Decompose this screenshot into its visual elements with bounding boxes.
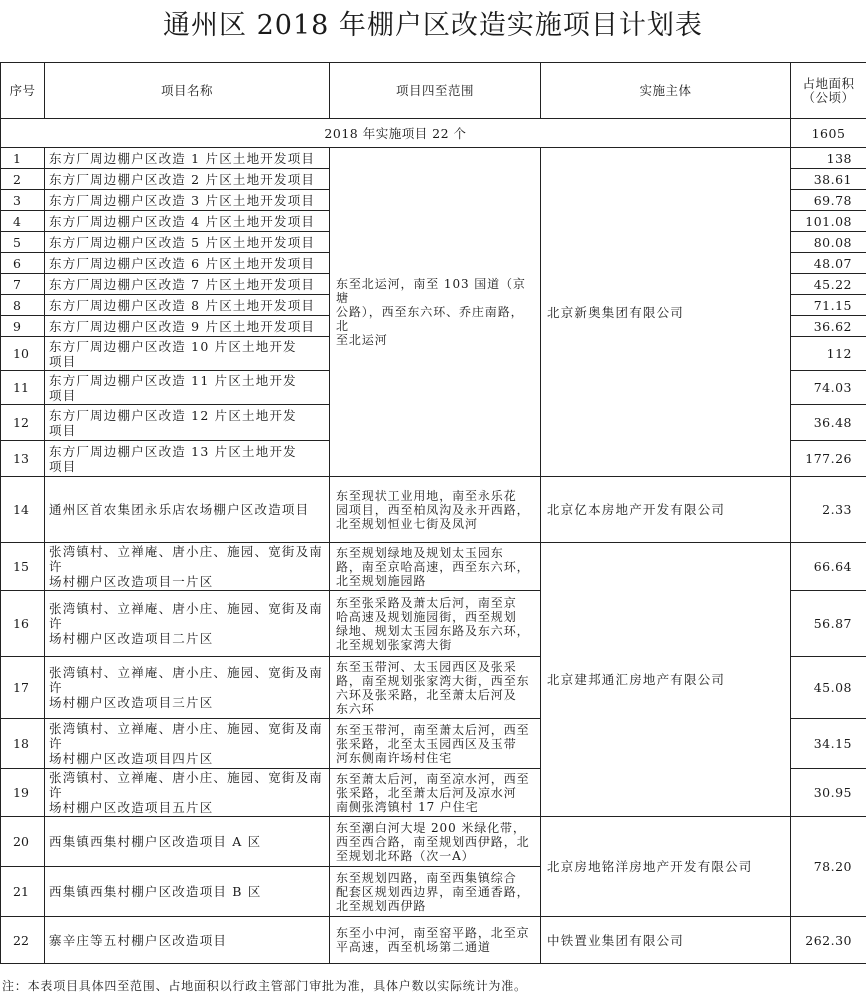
row-number — [0, 816, 45, 867]
row-area-text: 71.15 — [813, 297, 852, 313]
row-project-name — [44, 370, 330, 405]
row-number — [0, 916, 45, 964]
row-area — [790, 315, 866, 337]
row-project-name — [44, 440, 330, 477]
row-project-name-text: 东方厂周边棚户区改造 2 片区土地开发项目 — [49, 171, 316, 187]
row-number — [0, 542, 45, 591]
header-no-text: 序号 — [9, 82, 36, 98]
entity-cell-text: 中铁置业集团有限公司 — [547, 932, 685, 948]
header-no — [0, 62, 45, 119]
row-area — [790, 404, 866, 441]
row-project-name — [44, 404, 330, 441]
row-area — [790, 718, 866, 769]
header-name — [44, 62, 330, 119]
row-area-text: 36.48 — [813, 415, 852, 430]
entity-cell-text: 北京新奥集团有限公司 — [547, 304, 685, 320]
row-project-name-text: 张湾镇村、立禅庵、唐小庄、施园、宽街及南许 场村棚户区改造项目五片区 — [49, 770, 324, 815]
row-project-name — [44, 315, 330, 337]
row-project-name — [44, 252, 330, 274]
row-project-name-text: 东方厂周边棚户区改造 7 片区土地开发项目 — [49, 276, 316, 292]
row-number — [0, 370, 45, 405]
row-project-name — [44, 168, 330, 190]
scope-cell-text: 东至玉带河，南至萧太后河，西至 张采路，北至太玉园西区及玉带 河东侧南许场村住宅 — [336, 722, 530, 765]
row-number — [0, 294, 45, 316]
row-project-name — [44, 542, 330, 591]
row-area — [790, 210, 866, 232]
summary-area-text: 1605 — [811, 125, 846, 141]
row-area-text: 45.08 — [813, 680, 852, 695]
row-area — [790, 252, 866, 274]
row-project-name-text: 东方厂周边棚户区改造 10 片区土地开发 项目 — [49, 338, 297, 369]
scope-cell — [329, 542, 541, 591]
scope-cell-text: 东至规划绿地及规划太玉园东 路，南至京哈高速，西至东六环， 北至规划施园路 — [336, 545, 530, 588]
header-area-text: 占地面积 （公顷） — [802, 75, 855, 105]
scope-cell — [329, 768, 541, 817]
row-number-text: 20 — [13, 834, 29, 849]
row-area-text: 74.03 — [813, 380, 852, 395]
row-area — [790, 916, 866, 964]
row-project-name — [44, 336, 330, 371]
row-area-text: 262.30 — [805, 932, 852, 948]
header-area — [790, 62, 866, 119]
row-project-name — [44, 147, 330, 169]
row-area — [790, 231, 866, 253]
row-number — [0, 252, 45, 274]
row-number-text: 6 — [13, 255, 21, 271]
row-number-text: 4 — [13, 213, 21, 229]
row-project-name — [44, 476, 330, 543]
row-number-text: 3 — [13, 192, 21, 208]
row-area — [790, 542, 866, 591]
row-area-text: 101.08 — [805, 213, 852, 229]
row-project-name — [44, 294, 330, 316]
row-area-text: 36.62 — [813, 318, 852, 334]
row-project-name-text: 西集镇西集村棚户区改造项目 B 区 — [49, 884, 262, 899]
row-area-text: 45.22 — [813, 276, 852, 292]
row-number-text: 8 — [13, 297, 21, 313]
row-area-text: 38.61 — [813, 171, 852, 187]
row-number — [0, 718, 45, 769]
row-number-text: 16 — [13, 616, 29, 631]
row-area-text: 112 — [826, 346, 852, 361]
scope-cell — [329, 816, 541, 867]
header-entity-text: 实施主体 — [639, 82, 692, 98]
scope-cell — [329, 916, 541, 964]
row-number-text: 13 — [13, 451, 29, 466]
row-number-text: 21 — [13, 884, 29, 899]
row-number — [0, 210, 45, 232]
row-number — [0, 168, 45, 190]
row-project-name-text: 东方厂周边棚户区改造 6 片区土地开发项目 — [49, 255, 316, 271]
entity-cell — [540, 542, 791, 817]
row-area — [790, 656, 866, 719]
row-project-name-text: 张湾镇村、立禅庵、唐小庄、施园、宽街及南许 场村棚户区改造项目二片区 — [49, 601, 324, 646]
header-scope — [329, 62, 541, 119]
row-area — [790, 336, 866, 371]
row-area — [790, 476, 866, 543]
row-area-text: 48.07 — [813, 255, 852, 271]
row-project-name — [44, 866, 330, 917]
row-number-text: 7 — [13, 276, 21, 292]
scope-cell-text: 东至小中河，南至窑平路，北至京 平高速，西至机场第二通道 — [336, 926, 530, 954]
entity-cell — [540, 147, 791, 477]
header-name-text: 项目名称 — [160, 82, 213, 98]
row-number — [0, 189, 45, 211]
row-project-name-text: 通州区首农集团永乐店农场棚户区改造项目 — [49, 502, 310, 517]
row-project-name-text: 东方厂周边棚户区改造 8 片区土地开发项目 — [49, 297, 316, 313]
row-number — [0, 404, 45, 441]
entity-cell — [540, 476, 791, 543]
row-number — [0, 476, 45, 543]
row-number — [0, 656, 45, 719]
row-number — [0, 590, 45, 657]
row-area-merged-text: 78.20 — [813, 859, 852, 874]
row-number — [0, 231, 45, 253]
entity-cell-text: 北京建邦通汇房地产有限公司 — [547, 672, 726, 687]
row-number-text: 11 — [13, 380, 29, 395]
row-number — [0, 768, 45, 817]
row-project-name-text: 东方厂周边棚户区改造 3 片区土地开发项目 — [49, 192, 316, 208]
header-entity — [540, 62, 791, 119]
row-project-name-text: 西集镇西集村棚户区改造项目 A 区 — [49, 834, 262, 849]
scope-cell-text: 东至张采路及萧太后河，南至京 哈高速及规划施园街，西至规划 绿地、规划太玉园东路及东六环， 北至规划张家湾大街 — [336, 595, 530, 652]
row-number — [0, 315, 45, 337]
row-project-name — [44, 916, 330, 964]
row-project-name-text: 张湾镇村、立禅庵、唐小庄、施园、宽街及南许 场村棚户区改造项目一片区 — [49, 544, 324, 589]
row-project-name-text: 东方厂周边棚户区改造 11 片区土地开发 项目 — [49, 372, 297, 403]
row-number — [0, 866, 45, 917]
row-project-name — [44, 189, 330, 211]
row-area — [790, 440, 866, 477]
row-number-text: 9 — [13, 318, 21, 334]
summary-label-text: 2018 年实施项目 22 个 — [324, 125, 467, 141]
row-project-name — [44, 718, 330, 769]
scope-cell-text: 东至玉带河、太玉园西区及张采 路，南至规划张家湾大街，西至东 六环及张采路，北至萧太后河及 东六环 — [336, 659, 530, 716]
entity-cell-text: 北京房地铭洋房地产开发有限公司 — [547, 859, 753, 874]
row-area-text: 56.87 — [813, 616, 852, 631]
row-area-text: 2.33 — [822, 502, 852, 517]
row-project-name-text: 寨辛庄等五村棚户区改造项目 — [49, 932, 228, 948]
header-scope-text: 项目四至范围 — [395, 82, 474, 98]
row-project-name-text: 东方厂周边棚户区改造 12 片区土地开发 项目 — [49, 407, 297, 438]
scope-cell — [329, 718, 541, 769]
scope-cell-text: 东至规划四路，南至西集镇综合 配套区规划西边界，南至通香路， 北至规划西伊路 — [336, 870, 530, 913]
row-area-text: 34.15 — [813, 736, 852, 751]
scope-cell-text: 东至现状工业用地，南至永乐花 园项目，西至柏凤沟及永开西路， 北至规划恒业七街及凤河 — [336, 488, 530, 531]
row-project-name — [44, 231, 330, 253]
row-project-name-text: 东方厂周边棚户区改造 13 片区土地开发 项目 — [49, 443, 297, 474]
row-area — [790, 370, 866, 405]
page-title: 通州区 2018 年棚户区改造实施项目计划表 — [163, 10, 703, 41]
row-project-name — [44, 656, 330, 719]
scope-cell-text: 东至北运河，南至 103 国道（京塘 公路），西至东六环、乔庄南路，北 至北运河 — [336, 277, 526, 347]
row-number-text: 17 — [13, 680, 29, 695]
row-number-text: 5 — [13, 234, 21, 250]
scope-cell-text: 东至潮白河大堤 200 米绿化带， 西至西合路，南至规划西伊路，北 至规划北环路（次一A） — [336, 820, 530, 863]
entity-cell — [540, 816, 791, 917]
row-project-name-text: 张湾镇村、立禅庵、唐小庄、施园、宽街及南许 场村棚户区改造项目三片区 — [49, 665, 324, 710]
row-area — [790, 189, 866, 211]
row-number-text: 19 — [13, 785, 29, 800]
row-number — [0, 273, 45, 295]
row-project-name-text: 张湾镇村、立禅庵、唐小庄、施园、宽街及南许 场村棚户区改造项目四片区 — [49, 721, 324, 766]
row-project-name — [44, 273, 330, 295]
row-number-text: 14 — [13, 502, 29, 517]
row-project-name-text: 东方厂周边棚户区改造 4 片区土地开发项目 — [49, 213, 316, 229]
row-area-text: 30.95 — [813, 785, 852, 800]
summary-area — [790, 118, 866, 148]
row-area-text: 69.78 — [813, 192, 852, 208]
scope-cell — [329, 866, 541, 917]
row-project-name-text: 东方厂周边棚户区改造 5 片区土地开发项目 — [49, 234, 316, 250]
row-area-text: 177.26 — [805, 451, 852, 466]
summary-label — [0, 118, 791, 148]
row-project-name — [44, 816, 330, 867]
row-area — [790, 147, 866, 169]
row-area-text: 66.64 — [813, 559, 852, 574]
row-area — [790, 273, 866, 295]
row-project-name — [44, 768, 330, 817]
scope-cell — [329, 476, 541, 543]
row-area-merged — [790, 816, 866, 917]
scope-cell — [329, 147, 541, 477]
row-project-name-text: 东方厂周边棚户区改造 9 片区土地开发项目 — [49, 318, 316, 334]
entity-cell — [540, 916, 791, 964]
row-number-text: 15 — [13, 559, 29, 574]
entity-cell-text: 北京亿本房地产开发有限公司 — [547, 502, 726, 517]
scope-cell-text: 东至萧太后河，南至凉水河，西至 张采路，北至萧太后河及凉水河 南侧张湾镇村 17 户住宅 — [336, 771, 530, 814]
row-number-text: 22 — [13, 932, 29, 948]
row-area-text: 80.08 — [813, 234, 852, 250]
row-number-text: 2 — [13, 171, 21, 187]
scope-cell — [329, 656, 541, 719]
row-area — [790, 294, 866, 316]
row-number-text: 12 — [13, 415, 29, 430]
row-project-name — [44, 590, 330, 657]
row-number — [0, 336, 45, 371]
row-area — [790, 590, 866, 657]
scope-cell — [329, 590, 541, 657]
footnote: 注：本表项目具体四至范围、占地面积以行政主管部门审批为准，具体户数以实际统计为准。 — [2, 979, 527, 993]
row-project-name-text: 东方厂周边棚户区改造 1 片区土地开发项目 — [49, 150, 316, 166]
row-area — [790, 768, 866, 817]
row-area — [790, 168, 866, 190]
row-number-text: 18 — [13, 736, 29, 751]
row-area-text: 138 — [826, 150, 852, 166]
row-project-name — [44, 210, 330, 232]
row-number — [0, 147, 45, 169]
row-number-text: 10 — [13, 346, 29, 361]
row-number — [0, 440, 45, 477]
row-number-text: 1 — [13, 150, 21, 166]
